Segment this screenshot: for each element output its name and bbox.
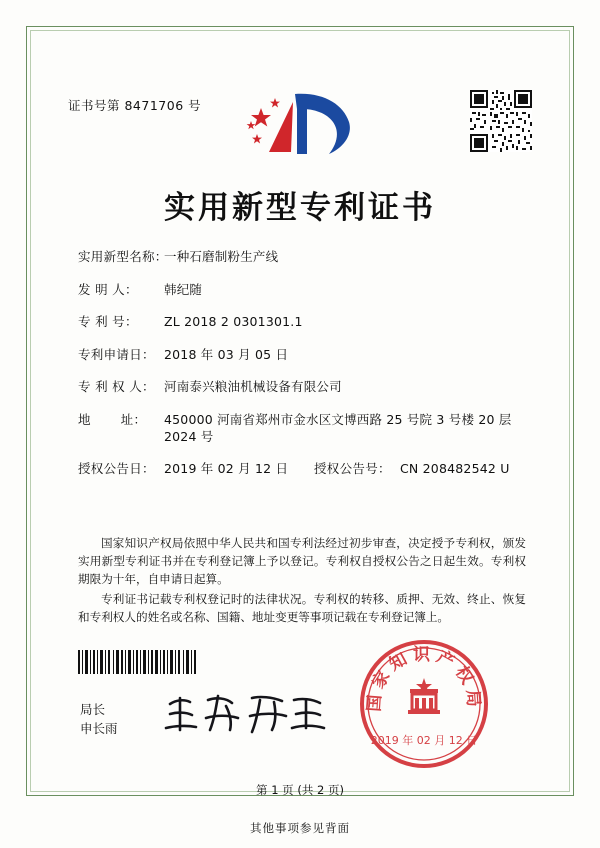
field-row-name [78, 248, 528, 265]
field-label: 授权公告日： [78, 461, 155, 476]
seal-date: 2019 年 02 月 12 日 [370, 734, 478, 747]
handwritten-signature [160, 688, 330, 738]
field-label: 授权公告号： [314, 461, 391, 476]
director-title: 局长 [80, 702, 106, 717]
director-name: 申长雨 [80, 721, 118, 736]
page-indicator: 第 1 页 (共 2 页) [256, 783, 344, 797]
field-row-application-date [78, 346, 528, 363]
field-list [78, 248, 528, 493]
svg-text:国家知识产权局: 国家知识产权局 [364, 645, 484, 713]
field-label: 实用新型名称： [78, 249, 168, 264]
field-row-patent-number [78, 313, 528, 330]
page-title: 实用新型专利证书 [164, 190, 436, 226]
field-value: 河南泰兴粮油机械设备有限公司 [164, 379, 342, 394]
field-row-patentee [78, 378, 528, 395]
field-label: 地 址： [78, 411, 147, 427]
field-value: ZL 2018 2 0301301.1 [164, 314, 303, 329]
certificate-number: 证书号第 8471706 号 [68, 98, 202, 113]
grant-date-segment [78, 460, 314, 477]
field-label: 专 利 权 人： [78, 379, 155, 394]
qr-code [470, 90, 532, 152]
field-label: 专利申请日： [78, 346, 155, 362]
barcode [78, 650, 196, 674]
legal-paragraph-1: 国家知识产权局依照中华人民共和国专利法经过初步审查，决定授予专利权，颁发实用新型专利证书并在专利登记簿上予以登记。专利权自授权公告之日起生效。专利权期限为十年，自申请日起算。 [78, 536, 526, 586]
field-label: 专 利 号： [78, 314, 138, 329]
field-label: 发 明 人： [78, 281, 138, 297]
field-value: 韩纪随 [164, 281, 203, 297]
footer-note: 其他事项参见背面 [250, 821, 350, 835]
field-value: 一种石磨制粉生产线 [164, 249, 279, 264]
field-row-address [78, 411, 528, 445]
field-value: CN 208482542 U [400, 461, 510, 476]
official-seal [352, 632, 496, 776]
legal-paragraph-2: 专利证书记载专利权登记时的法律状况。专利权的转移、质押、无效、终止、恢复和专利权人的姓名或名称、国籍、地址变更等事项记载在专利登记簿上。 [78, 592, 526, 624]
field-value: 2019 年 02 月 12 日 [164, 461, 289, 476]
cnipa-logo [245, 88, 355, 162]
field-value: 2018 年 03 月 05 日 [164, 346, 289, 362]
signature-labels [80, 700, 118, 738]
field-value: 450000 河南省郑州市金水区文博西路 25 号院 3 号楼 20 层 2024 号 [164, 411, 512, 444]
field-row-inventor [78, 281, 528, 298]
grant-number-segment [314, 460, 510, 477]
field-row-grant [78, 460, 528, 477]
